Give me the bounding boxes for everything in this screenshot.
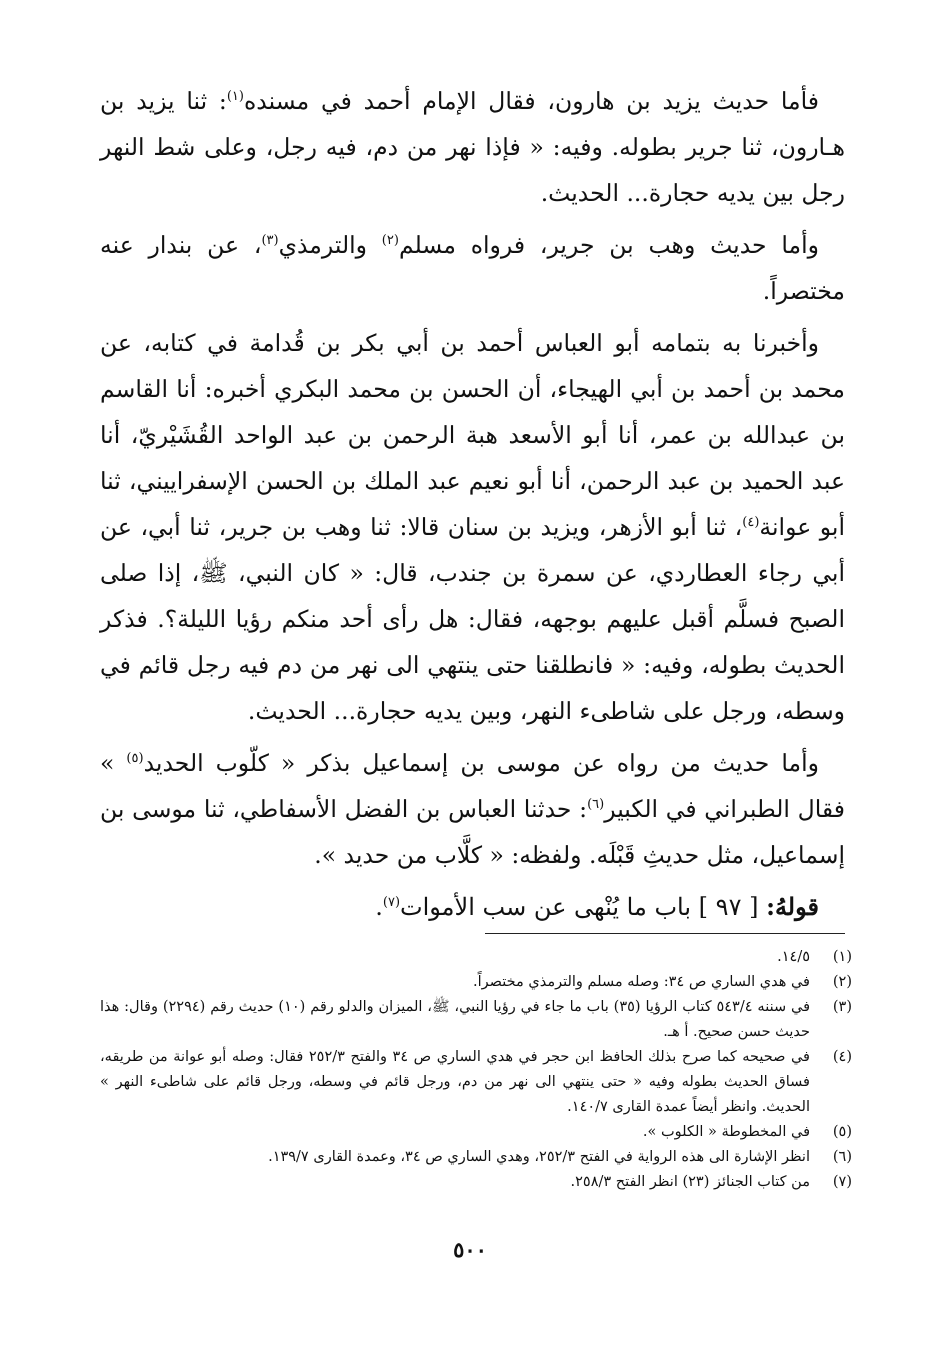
footnote-6 xyxy=(100,1145,852,1170)
footnote-number: (٤) xyxy=(832,1049,852,1065)
footnote-text: في المخطوطة « الكلوب ». xyxy=(642,1124,810,1140)
paragraph-text: » فقال الطبراني في الكبير xyxy=(100,749,846,823)
footnote-5 xyxy=(100,1120,852,1145)
footnote-1 xyxy=(100,945,852,970)
paragraph-text: : حدثنا العباس بن الفضل الأسفاطي، ثنا موسى بن إسماعيل، مثل حديثِ قَبْلَه. ولفظه: « كلَّاب من حديد ». xyxy=(100,795,845,869)
footnote-mark[interactable]: (٦) xyxy=(587,797,605,813)
heading-text: [ ٩٧ ] باب ما يُنْهى عن سب الأموات xyxy=(400,893,767,921)
footnote-text: في هدي الساري ص ٣٤: وصله مسلم والترمذي مختصراً. xyxy=(473,974,810,990)
footnote-number: (٦) xyxy=(832,1149,852,1165)
footnote-mark[interactable]: (٣) xyxy=(261,233,279,249)
chapter-heading xyxy=(100,884,845,930)
main-text xyxy=(100,78,845,930)
footnote-mark[interactable]: (٤) xyxy=(742,515,760,531)
footnote-2 xyxy=(100,970,852,995)
footnote-number: (٧) xyxy=(832,1174,852,1190)
paragraph-text: وأخبرنا به بتمامه أبو العباس أحمد بن أبي بكر بن قُدامة في كتابه، عن محمد بن أحمد بن أبي الهيجاء، أن الحسن بن محمد البكري أخبره: أنا القاسم بن عبدالله بن عمر، أنا أبو الأسعد هبة الرحمن بن عبد الواحد القُشَيْريّ، أنا عبد الحميد بن عبد الرحمن، أنا أبو نعيم عبد الملك بن الحسن الإسفراييني، ثنا أبو عوانة xyxy=(100,329,846,541)
footnote-mark[interactable]: (١) xyxy=(226,89,244,105)
paragraph-text: والترمذي xyxy=(278,231,382,259)
footnote-mark[interactable]: (٧) xyxy=(382,895,401,910)
paragraph-2 xyxy=(100,222,845,314)
footnote-number: (٢) xyxy=(832,974,852,990)
heading-end: . xyxy=(375,893,383,921)
footnote-4 xyxy=(100,1045,852,1120)
footnote-mark[interactable]: (٢) xyxy=(381,233,399,249)
footnote-text: في سننه ٥٤٣/٤ كتاب الرؤيا (٣٥) باب ما جاء في رؤيا النبي، ﷺ، الميزان والدلو رقم (١٠) حديث رقم (٢٢٩٤) وقال: هذا حديث حسن صحيح. أ هـ. xyxy=(100,999,811,1040)
footnote-text: انظر الإشارة الى هذه الرواية في الفتح ٢٥٢/٣، وهدي الساري ص ٣٤، وعمدة القارى ١٣٩/٧. xyxy=(268,1149,810,1165)
paragraph-4 xyxy=(100,740,845,878)
footnote-7 xyxy=(100,1170,852,1195)
paragraph-text: : ثنا يزيد بن هـارون، ثنا جرير بطوله. وفيه: « فإذا نهر من دم، فيه رجل، وعلى شط النهر رجل بين يديه حجارة... الحديث. xyxy=(100,87,845,207)
footnote-3 xyxy=(100,995,852,1045)
footnote-text: في صحيحه كما صرح بذلك الحافظ ابن حجر في هدي الساري ص ٣٤ والفتح ٢٥٢/٣ فقال: وصله أبو عوانة من طريقه، فساق الحديث بطوله وفيه « حتى ينتهي الى نهر من دم، ورجل قائم في وسطه، ورجل قائم على شاطىء النهر » الحديث. وانظر أيضاً عمدة القارى ١٤٠/٧. xyxy=(100,1049,810,1115)
paragraph-1 xyxy=(100,78,845,216)
paragraph-text: وأما حديث وهب بن جرير، فرواه مسلم xyxy=(398,231,819,259)
paragraph-text: ، ثنا أبو الأزهر، ويزيد بن سنان قالا: ثنا وهب بن جرير، ثنا أبي، عن أبي رجاء العطاردي، عن سمرة بن جندب، قال: « كان النبي، ﷺ، إذا صلى الصبح فسلَّم أقبل عليهم بوجهه، فقال: هل رأى أحد منكم رؤيا الليلة؟. فذكر الحديث بطوله، وفيه: « فانطلقنا حتى ينتهي الى نهر من دم فيه رجل قائم في وسطه، ورجل على شاطىء النهر، وبين يديه حجارة... الحديث. xyxy=(100,513,845,725)
footnote-number: (٥) xyxy=(832,1124,852,1140)
paragraph-3 xyxy=(100,320,845,734)
heading-label: قولهُ: xyxy=(766,892,819,921)
page-number: ٥٠٠ xyxy=(453,1237,487,1262)
footnote-text: من كتاب الجنائز (٢٣) انظر الفتح ٢٥٨/٣. xyxy=(570,1174,810,1190)
paragraph-text: ، عن بندار عنه مختصراً. xyxy=(100,231,845,305)
footnote-number: (٣) xyxy=(832,999,852,1015)
footnote-divider xyxy=(485,933,845,934)
paragraph-text: فأما حديث يزيد بن هارون، فقال الإمام أحمد في مسنده xyxy=(243,87,819,115)
paragraph-text: وأما حديث من رواه عن موسى بن إسماعيل بذكر « كلّوب الحديد xyxy=(143,749,819,777)
footnote-mark[interactable]: (٥) xyxy=(126,751,144,767)
footnote-text: ١٤/٥. xyxy=(777,949,810,965)
footnote-number: (١) xyxy=(832,949,852,965)
footnotes xyxy=(100,945,852,1195)
